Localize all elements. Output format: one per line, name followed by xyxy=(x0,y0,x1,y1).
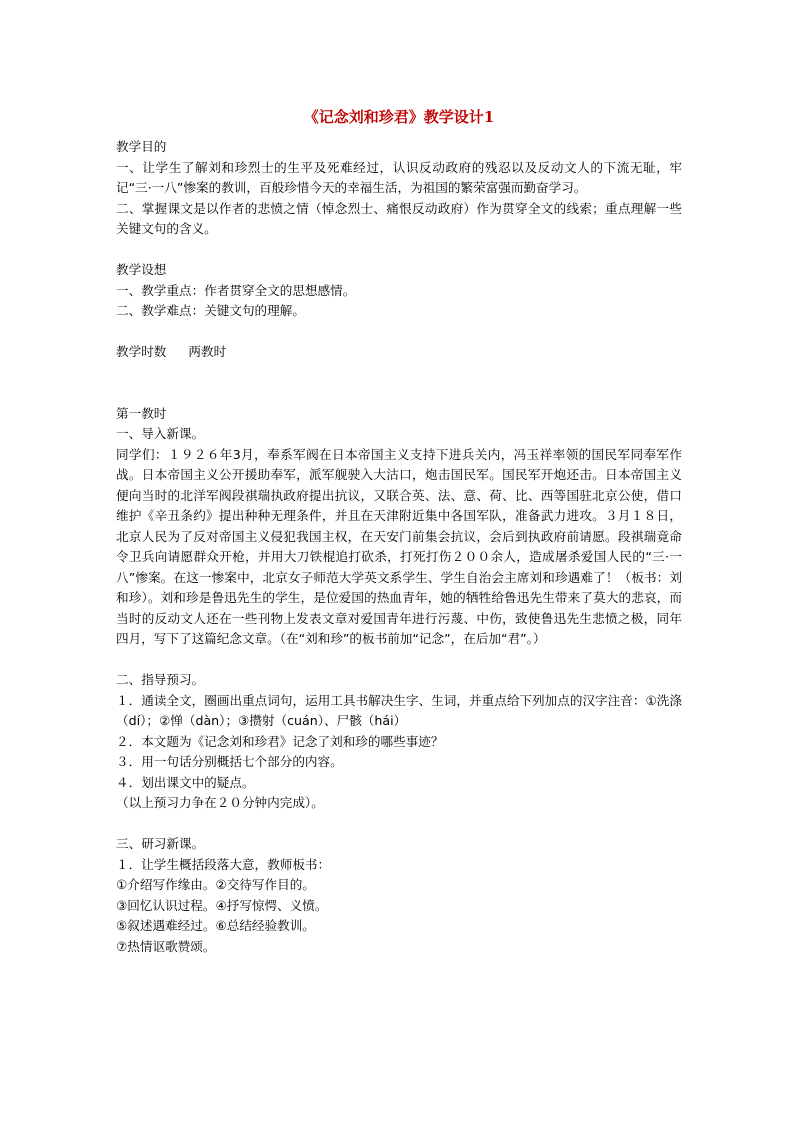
design-item-2: 二、教学难点：关键文句的理解。 xyxy=(116,303,305,318)
section3-heading: 三、研习新课。 xyxy=(116,836,205,851)
teaching-hours xyxy=(116,342,682,363)
section1-heading: 一、导入新课。 xyxy=(116,426,205,441)
section3-summary-2: ③回忆认识过程。④抒写惊愕、义愤。 xyxy=(116,897,328,913)
section2-item-2: ２．本文题为《记念刘和珍君》记念了刘和珍的哪些事迹？ xyxy=(116,733,444,749)
section1-text: 同学们：１９２６年3月，奉系军阀在日本帝国主义支持下进兵关内，冯玉祥率领的国民军同奉军作战。日本帝国主义公开援助奉军，派军舰驶入大沽口，炮击国民军。国民军开炮还击。日本帝国主义便向当时的北洋军阀段祺瑞执政府提出抗议，又联合英、法、意、荷、比、西等国驻北京公使，借口维护《辛丑条约》提出种种无理条件，并且在天津附近集中各国军队，准备武力进攻。３月１８日，北京人民为了反对帝国主义侵犯我国主权，在天安门前集会抗议，会后到执政府前请愿。段祺瑞竟命令卫兵向请愿群众开枪，并用大刀铁棍追打砍杀，打死打伤２００余人，造成屠杀爱国人民的“三·一八”惨案。在这一惨案中，北京女子师范大学英文系学生、学生自治会主席刘和珍遇难了！（板书：刘和珍）。刘和珍是鲁迅先生的学生，是位爱国的热血青年，她的牺牲给鲁迅先生带来了莫大的悲哀，而当时的反动文人还在一些刊物上发表文章对爱国青年进行污蔑、中伤，致使鲁迅先生悲愤之极，同年四月，写下了这篇纪念文章。（在“刘和珍”的板书前加“记念”，在后加“君”。） xyxy=(116,446,682,646)
section2-heading: 二、指导预习。 xyxy=(116,672,205,687)
design-heading: 教学设想 xyxy=(116,262,167,277)
goals-item-2: 二、掌握课文是以作者的悲愤之情（悼念烈士、痛恨反动政府）作为贯穿全文的线索；重点理解一些关键文句的含义。 xyxy=(116,200,682,236)
design-item-1: 一、教学重点：作者贯穿全文的思想感情。 xyxy=(116,282,356,298)
hours-label: 教学时数 xyxy=(116,344,167,359)
section3-summary-4: ⑦热情讴歌赞颂。 xyxy=(116,938,216,954)
document-title: 《记念刘和珍君》教学设计1 xyxy=(303,108,495,126)
hours-value: 两教时 xyxy=(188,344,227,359)
section2-item-4: ４．划出课文中的疑点。 xyxy=(116,774,255,790)
section2-item-1: １．通读全文，圈画出重点词句，运用工具书解决生字、生词，并重点给下列加点的汉字注音：①洗涤（dí）；②惮（dàn）；③攒射（cuán）、尸骸（hái） xyxy=(116,692,682,728)
goals-item-1: 一、让学生了解刘和珍烈士的生平及死难经过，认识反动政府的残忍以及反动文人的下流无耻，牢记“三·一八”惨案的教训，百般珍惜今天的幸福生活，为祖国的繁荣富强而勤奋学习。 xyxy=(116,159,682,195)
lesson1-heading: 第一教时 xyxy=(116,405,167,421)
section3-item-1: １．让学生概括段落大意，教师板书： xyxy=(116,856,331,872)
goals-heading: 教学目的 xyxy=(116,139,167,154)
section3-summary-3: ⑤叙述遇难经过。⑥总结经验教训。 xyxy=(116,918,315,933)
document-body xyxy=(116,137,682,957)
section3-summary-1: ①介绍写作缘由。②交待写作目的。 xyxy=(116,877,315,892)
section2-item-3: ３．用一句话分别概括七个部分的内容。 xyxy=(116,754,343,769)
section2-note: （以上预习力争在２０分钟内完成）。 xyxy=(116,795,324,810)
